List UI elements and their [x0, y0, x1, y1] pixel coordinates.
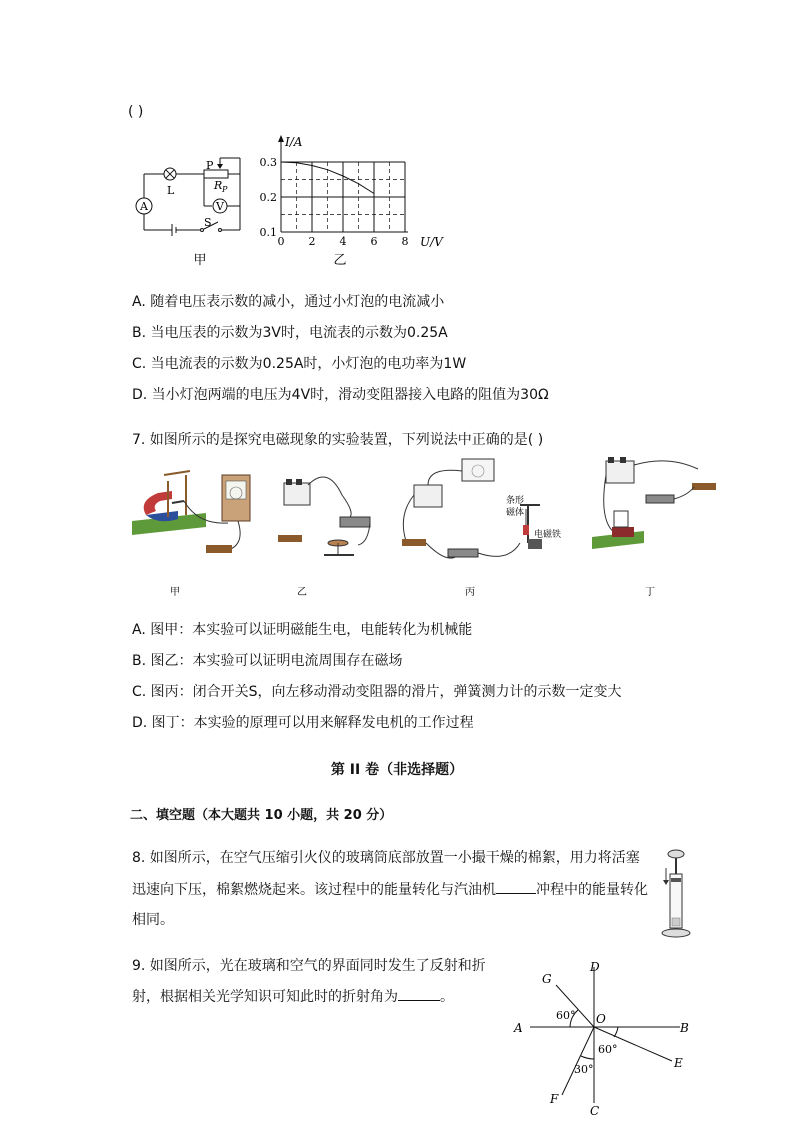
- q7-caption-jia: 甲: [170, 587, 180, 598]
- bar-magnet-label-line1: 条形: [506, 496, 525, 506]
- q6-option-c: C. 当电流表的示数为0.25A时，小灯泡的电功率为1W: [132, 356, 467, 372]
- angle-label-BOE: 60°: [598, 1043, 618, 1056]
- ammeter-label: A: [140, 200, 148, 213]
- point-label-B: B: [680, 1021, 689, 1035]
- rheostat-label: R: [214, 179, 223, 192]
- slider-label: P: [206, 159, 214, 172]
- electromagnet-label: 电磁铁: [534, 530, 562, 540]
- apparatus-jia: [132, 471, 250, 553]
- q8-line3: 相同。: [132, 912, 174, 928]
- q7-caption-bing: 丙: [465, 587, 475, 598]
- q8-line2-part2: 冲程中的能量转化: [536, 882, 648, 898]
- q7-option-b: B. 图乙：本实验可以证明电流周围存在磁场: [132, 653, 403, 669]
- q8-answer-blank[interactable]: [496, 879, 536, 894]
- figure-caption-yi: 乙: [333, 253, 347, 268]
- point-label-C: C: [590, 1104, 600, 1118]
- x-tick-label: 0: [277, 235, 285, 248]
- answer-bracket: ( ): [128, 104, 144, 120]
- bar-magnet-label-line2: 磁体: [506, 508, 525, 518]
- apparatus-ding: [592, 457, 716, 549]
- part-two-title: 第 II 卷（非选择题）: [330, 762, 464, 778]
- y-axis-label: I/A: [285, 135, 303, 149]
- y-tick-label: 0.2: [259, 191, 277, 204]
- q6-option-d: D. 当小灯泡两端的电压为4V时，滑动变阻器接入电路的阻值为30Ω: [132, 387, 549, 403]
- y-tick-label: 0.1: [259, 226, 277, 239]
- voltmeter-label: V: [216, 200, 224, 213]
- q6-option-a: A. 随着电压表示数的减小，通过小灯泡的电流减小: [132, 294, 445, 310]
- q7-caption-ding: 丁: [645, 587, 655, 598]
- apparatus-yi: [278, 477, 370, 555]
- q7-caption-yi: 乙: [297, 587, 307, 598]
- q6-option-b: B. 当电压表的示数为3V时，电流表的示数为0.25A: [132, 325, 448, 341]
- q7-stem: 7. 如图所示的是探究电磁现象的实验装置，下列说法中正确的是( ): [132, 432, 544, 448]
- q7-option-a: A. 图甲：本实验可以证明磁能生电，电能转化为机械能: [132, 622, 473, 638]
- point-label-E: E: [674, 1056, 683, 1070]
- point-label-O: O: [596, 1012, 606, 1026]
- angle-label-GOA: 60°: [556, 1009, 576, 1022]
- q8-line2-part1: 迅速向下压，棉絮燃烧起来。该过程中的能量转化与汽油机: [132, 882, 496, 898]
- angle-label-FOC: 30°: [574, 1063, 594, 1076]
- q7-apparatus-figures: [128, 455, 728, 605]
- section-fill-in-title: 二、填空题（本大题共 10 小题，共 20 分）: [130, 808, 393, 823]
- x-tick-label: 8: [401, 235, 409, 248]
- y-tick-label: 0.3: [259, 156, 277, 169]
- q7-option-c: C. 图丙：闭合开关S，向左移动滑动变阻器的滑片，弹簧测力计的示数一定变大: [132, 684, 622, 700]
- q8-line2: [132, 879, 648, 900]
- light-refraction-figure: [510, 955, 700, 1120]
- point-label-G: G: [542, 972, 552, 986]
- q9-line1: 9. 如图所示，光在玻璃和空气的界面同时发生了反射和折: [132, 958, 486, 974]
- circuit-diagram-jia: [128, 152, 258, 270]
- point-label-F: F: [550, 1092, 559, 1106]
- air-compression-igniter-figure: [658, 848, 694, 940]
- q7-option-d: D. 图丁：本实验的原理可以用来解释发电机的工作过程: [132, 715, 474, 731]
- rheostat-subscript: P: [222, 185, 228, 194]
- q9-line2-part2: 。: [440, 989, 454, 1005]
- q9-line2: [132, 986, 454, 1007]
- x-tick-label: 4: [339, 235, 347, 248]
- figure-caption-jia: 甲: [193, 253, 207, 268]
- x-tick-label: 6: [370, 235, 378, 248]
- point-label-A: A: [514, 1021, 523, 1035]
- lamp-label: L: [167, 184, 175, 197]
- switch-label: S: [204, 216, 212, 229]
- q9-answer-blank[interactable]: [398, 986, 440, 1001]
- q8-line1: 8. 如图所示，在空气压缩引火仪的玻璃筒底部放置一小撮干燥的棉絮，用力将活塞: [132, 850, 640, 866]
- x-axis-label: U/V: [420, 235, 443, 249]
- point-label-D: D: [590, 960, 600, 974]
- x-tick-label: 2: [308, 235, 316, 248]
- q9-line2-part1: 射，根据相关光学知识可知此时的折射角为: [132, 989, 398, 1005]
- iu-graph-yi: [258, 132, 458, 272]
- apparatus-bing: [402, 459, 561, 558]
